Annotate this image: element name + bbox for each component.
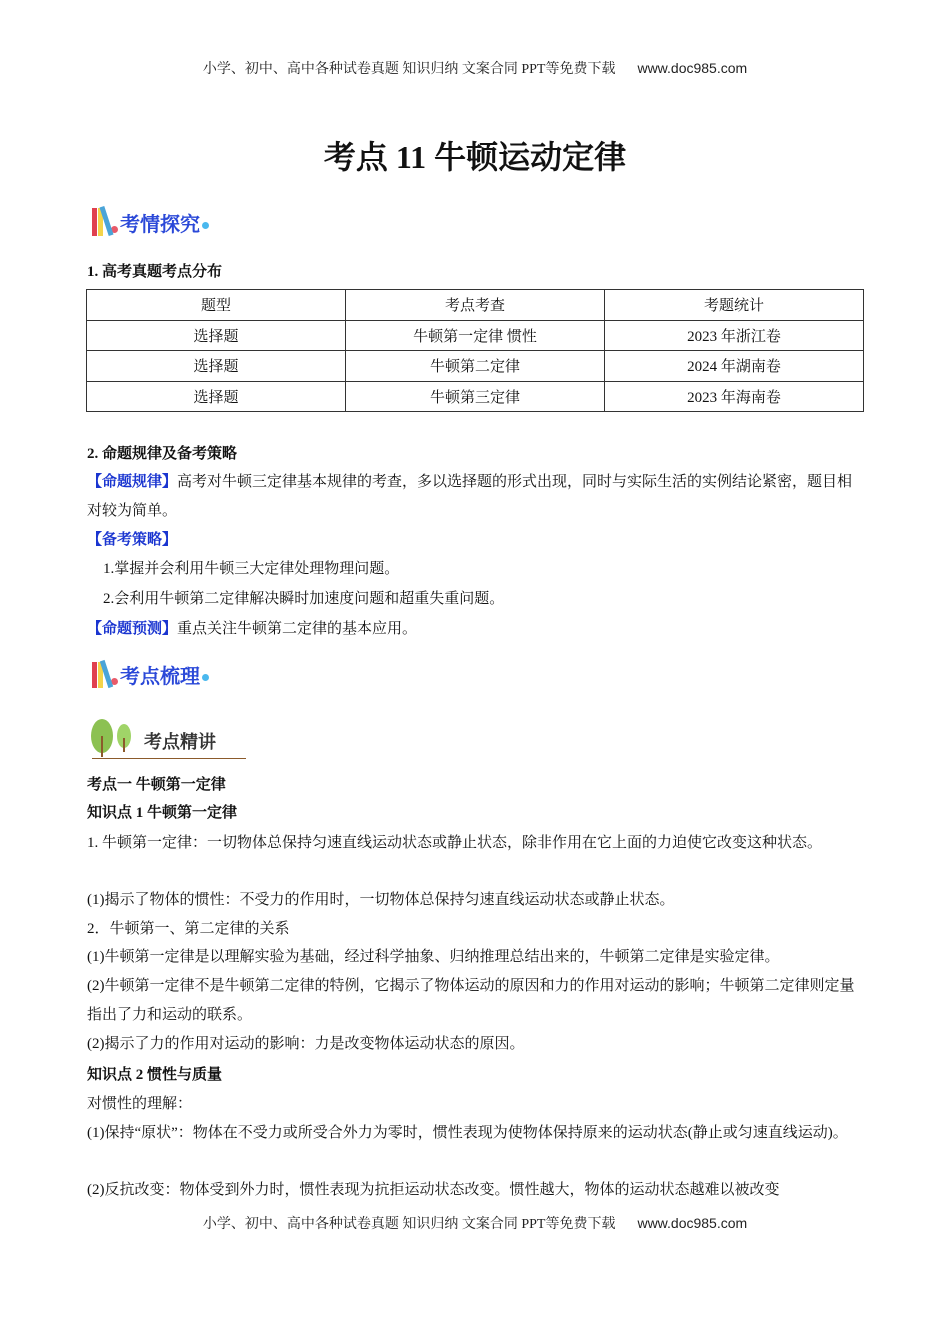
- cell: 选择题: [87, 351, 346, 382]
- paragraph: (1)揭示了物体的惯性：不受力的作用时，一切物体总保持匀速直线运动状态或静止状态。: [87, 892, 675, 908]
- predict-label: 【命题预测】: [87, 621, 178, 637]
- paragraph: 2．牛顿第一、第二定律的关系: [87, 921, 290, 937]
- page-title: 考点 11 牛顿运动定律: [323, 139, 627, 175]
- cell: 选择题: [87, 320, 346, 351]
- paragraph: (1)牛顿第一定律是以理解实验为基础，经过科学抽象、归纳推理总结出来的，牛顿第二定律是实验定律。: [87, 949, 780, 965]
- table-header-row: [87, 290, 864, 321]
- footer-url[interactable]: www.doc985.com: [637, 1215, 748, 1231]
- strategy-label: 【备考策略】: [87, 532, 178, 548]
- cell: 选择题: [87, 381, 346, 412]
- topic-heading: 考点一 牛顿第一定律: [87, 777, 226, 793]
- strategy-item: 2.会利用牛顿第二定律解决瞬时加速度问题和超重失重问题。: [103, 591, 505, 607]
- header-cell: 题型: [87, 290, 346, 321]
- books-icon: [92, 660, 109, 688]
- cell: 牛顿第一定律 惯性: [346, 320, 605, 351]
- section-badge-lecture: [88, 716, 246, 760]
- dot-icon: [202, 222, 209, 229]
- badge-label: 考情探究: [120, 212, 200, 236]
- page-header: [0, 58, 950, 78]
- cell: 2023 年浙江卷: [605, 320, 864, 351]
- section-heading: 2. 命题规律及备考策略: [87, 446, 238, 462]
- paragraph: 1. 牛顿第一定律：一切物体总保持匀速直线运动状态或静止状态，除非作用在它上面的力迫使它改变这种状态。: [87, 835, 823, 851]
- cell: 牛顿第二定律: [346, 351, 605, 382]
- knowledge-point-heading: 知识点 1 牛顿第一定律: [87, 805, 238, 821]
- badge-label: 考点梳理: [120, 664, 200, 688]
- section-heading: 1. 高考真题考点分布: [87, 264, 223, 280]
- paragraph: (2)反抗改变：物体受到外力时，惯性表现为抗拒运动状态改变。惯性越大，物体的运动状态越难以被改变: [87, 1182, 780, 1198]
- tree-icon: [88, 716, 138, 760]
- header-cell: 考题统计: [605, 290, 864, 321]
- strategy-item: 1.掌握并会利用牛顿三大定律处理物理问题。: [103, 561, 400, 577]
- footer-text: 小学、初中、高中各种试卷真题 知识归纳 文案合同 PPT等免费下载: [202, 1217, 616, 1232]
- cell: 牛顿第三定律: [346, 381, 605, 412]
- section-badge-outline: [92, 660, 209, 688]
- paragraph: 对惯性的理解：: [87, 1096, 193, 1112]
- badge-label: 考点精讲: [144, 732, 216, 753]
- cell: 2024 年湖南卷: [605, 351, 864, 382]
- dot-icon: [202, 674, 209, 681]
- paragraph: (1)保持“原状”：物体在不受力或所受合外力为零时，惯性表现为使物体保持原来的运动状态(静止或匀速直线运动)。: [87, 1125, 848, 1141]
- section-badge-exam-analysis: [92, 206, 209, 236]
- books-icon: [92, 206, 109, 236]
- predict-paragraph: [87, 615, 865, 644]
- divider: [92, 758, 246, 759]
- paragraph: (2)牛顿第一定律不是牛顿第二定律的特例，它揭示了物体运动的原因和力的作用对运动的影响；牛顿第二定律则定量指出了力和运动的联系。: [87, 978, 855, 1023]
- rule-text: 高考对牛顿三定律基本规律的考查，多以选择题的形式出现，同时与实际生活的实例结论紧密，题目相对较为简单。: [87, 474, 853, 519]
- table-row: [87, 381, 864, 412]
- knowledge-point-heading: 知识点 2 惯性与质量: [87, 1067, 223, 1083]
- paragraph: (2)揭示了力的作用对运动的影响：力是改变物体运动状态的原因。: [87, 1036, 525, 1052]
- predict-text: 重点关注牛顿第二定律的基本应用。: [177, 621, 418, 637]
- header-text: 小学、初中、高中各种试卷真题 知识归纳 文案合同 PPT等免费下载: [202, 62, 616, 77]
- table-row: [87, 320, 864, 351]
- cell: 2023 年海南卷: [605, 381, 864, 412]
- header-url[interactable]: www.doc985.com: [637, 60, 748, 76]
- exam-distribution-table: [86, 289, 864, 412]
- rule-paragraph: [87, 468, 865, 525]
- table-row: [87, 351, 864, 382]
- rule-label: 【命题规律】: [87, 474, 178, 490]
- header-cell: 考点考查: [346, 290, 605, 321]
- page-footer: [0, 1213, 950, 1233]
